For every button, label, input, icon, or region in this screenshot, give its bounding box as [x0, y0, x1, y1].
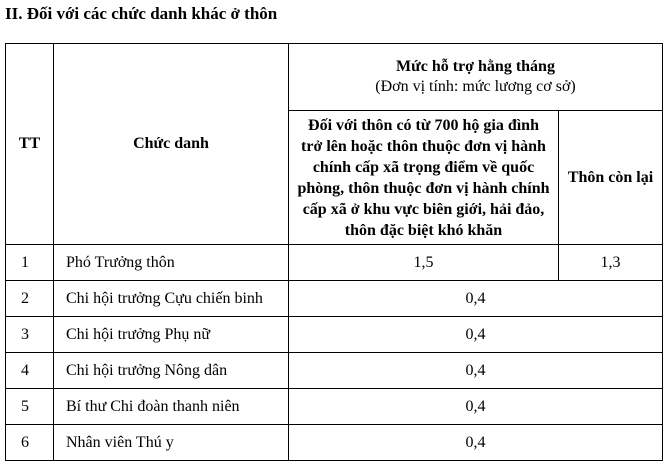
section-title: II. Đối với các chức danh khác ở thôn	[5, 4, 278, 23]
row-title: Chi hội trưởng Cựu chiến binh	[54, 281, 289, 317]
row-value: 0,4	[289, 389, 663, 425]
row-value: 0,4	[289, 317, 663, 353]
row-title: Nhân viên Thú y	[54, 425, 289, 461]
table-row	[6, 353, 663, 389]
header-row-1	[6, 44, 663, 111]
header-title: Chức danh	[54, 44, 289, 245]
row-title: Chi hội trưởng Phụ nữ	[54, 317, 289, 353]
row-number: 1	[6, 245, 54, 281]
row-value: 0,4	[289, 353, 663, 389]
row-number: 5	[6, 389, 54, 425]
row-value-special: 1,5	[289, 245, 559, 281]
row-number: 3	[6, 317, 54, 353]
row-title: Chi hội trưởng Nông dân	[54, 353, 289, 389]
row-value: 0,4	[289, 281, 663, 317]
header-monthly-support	[289, 44, 663, 111]
allowance-table	[5, 43, 663, 461]
header-other-villages: Thôn còn lại	[559, 111, 663, 245]
unit-label: (Đơn vị tính: mức lương cơ sở)	[375, 78, 576, 95]
table-row	[6, 245, 663, 281]
row-value-other: 1,3	[559, 245, 663, 281]
header-tt: TT	[6, 44, 54, 245]
row-number: 4	[6, 353, 54, 389]
table-row	[6, 389, 663, 425]
table-row	[6, 425, 663, 461]
header-special-villages: Đối với thôn có từ 700 hộ gia đình trở lên hoặc thôn thuộc đơn vị hành chính cấp xã trọng điểm về quốc phòng, thôn thuộc đơn vị hành chính cấp xã ở khu vực biên giới, hải đảo, thôn đặc biệt khó khăn	[289, 111, 559, 245]
monthly-support-label: Mức hỗ trợ hằng tháng	[396, 58, 555, 75]
table-row	[6, 281, 663, 317]
table-row	[6, 317, 663, 353]
row-title: Bí thư Chi đoàn thanh niên	[54, 389, 289, 425]
row-number: 2	[6, 281, 54, 317]
row-title: Phó Trưởng thôn	[54, 245, 289, 281]
row-value: 0,4	[289, 425, 663, 461]
row-number: 6	[6, 425, 54, 461]
